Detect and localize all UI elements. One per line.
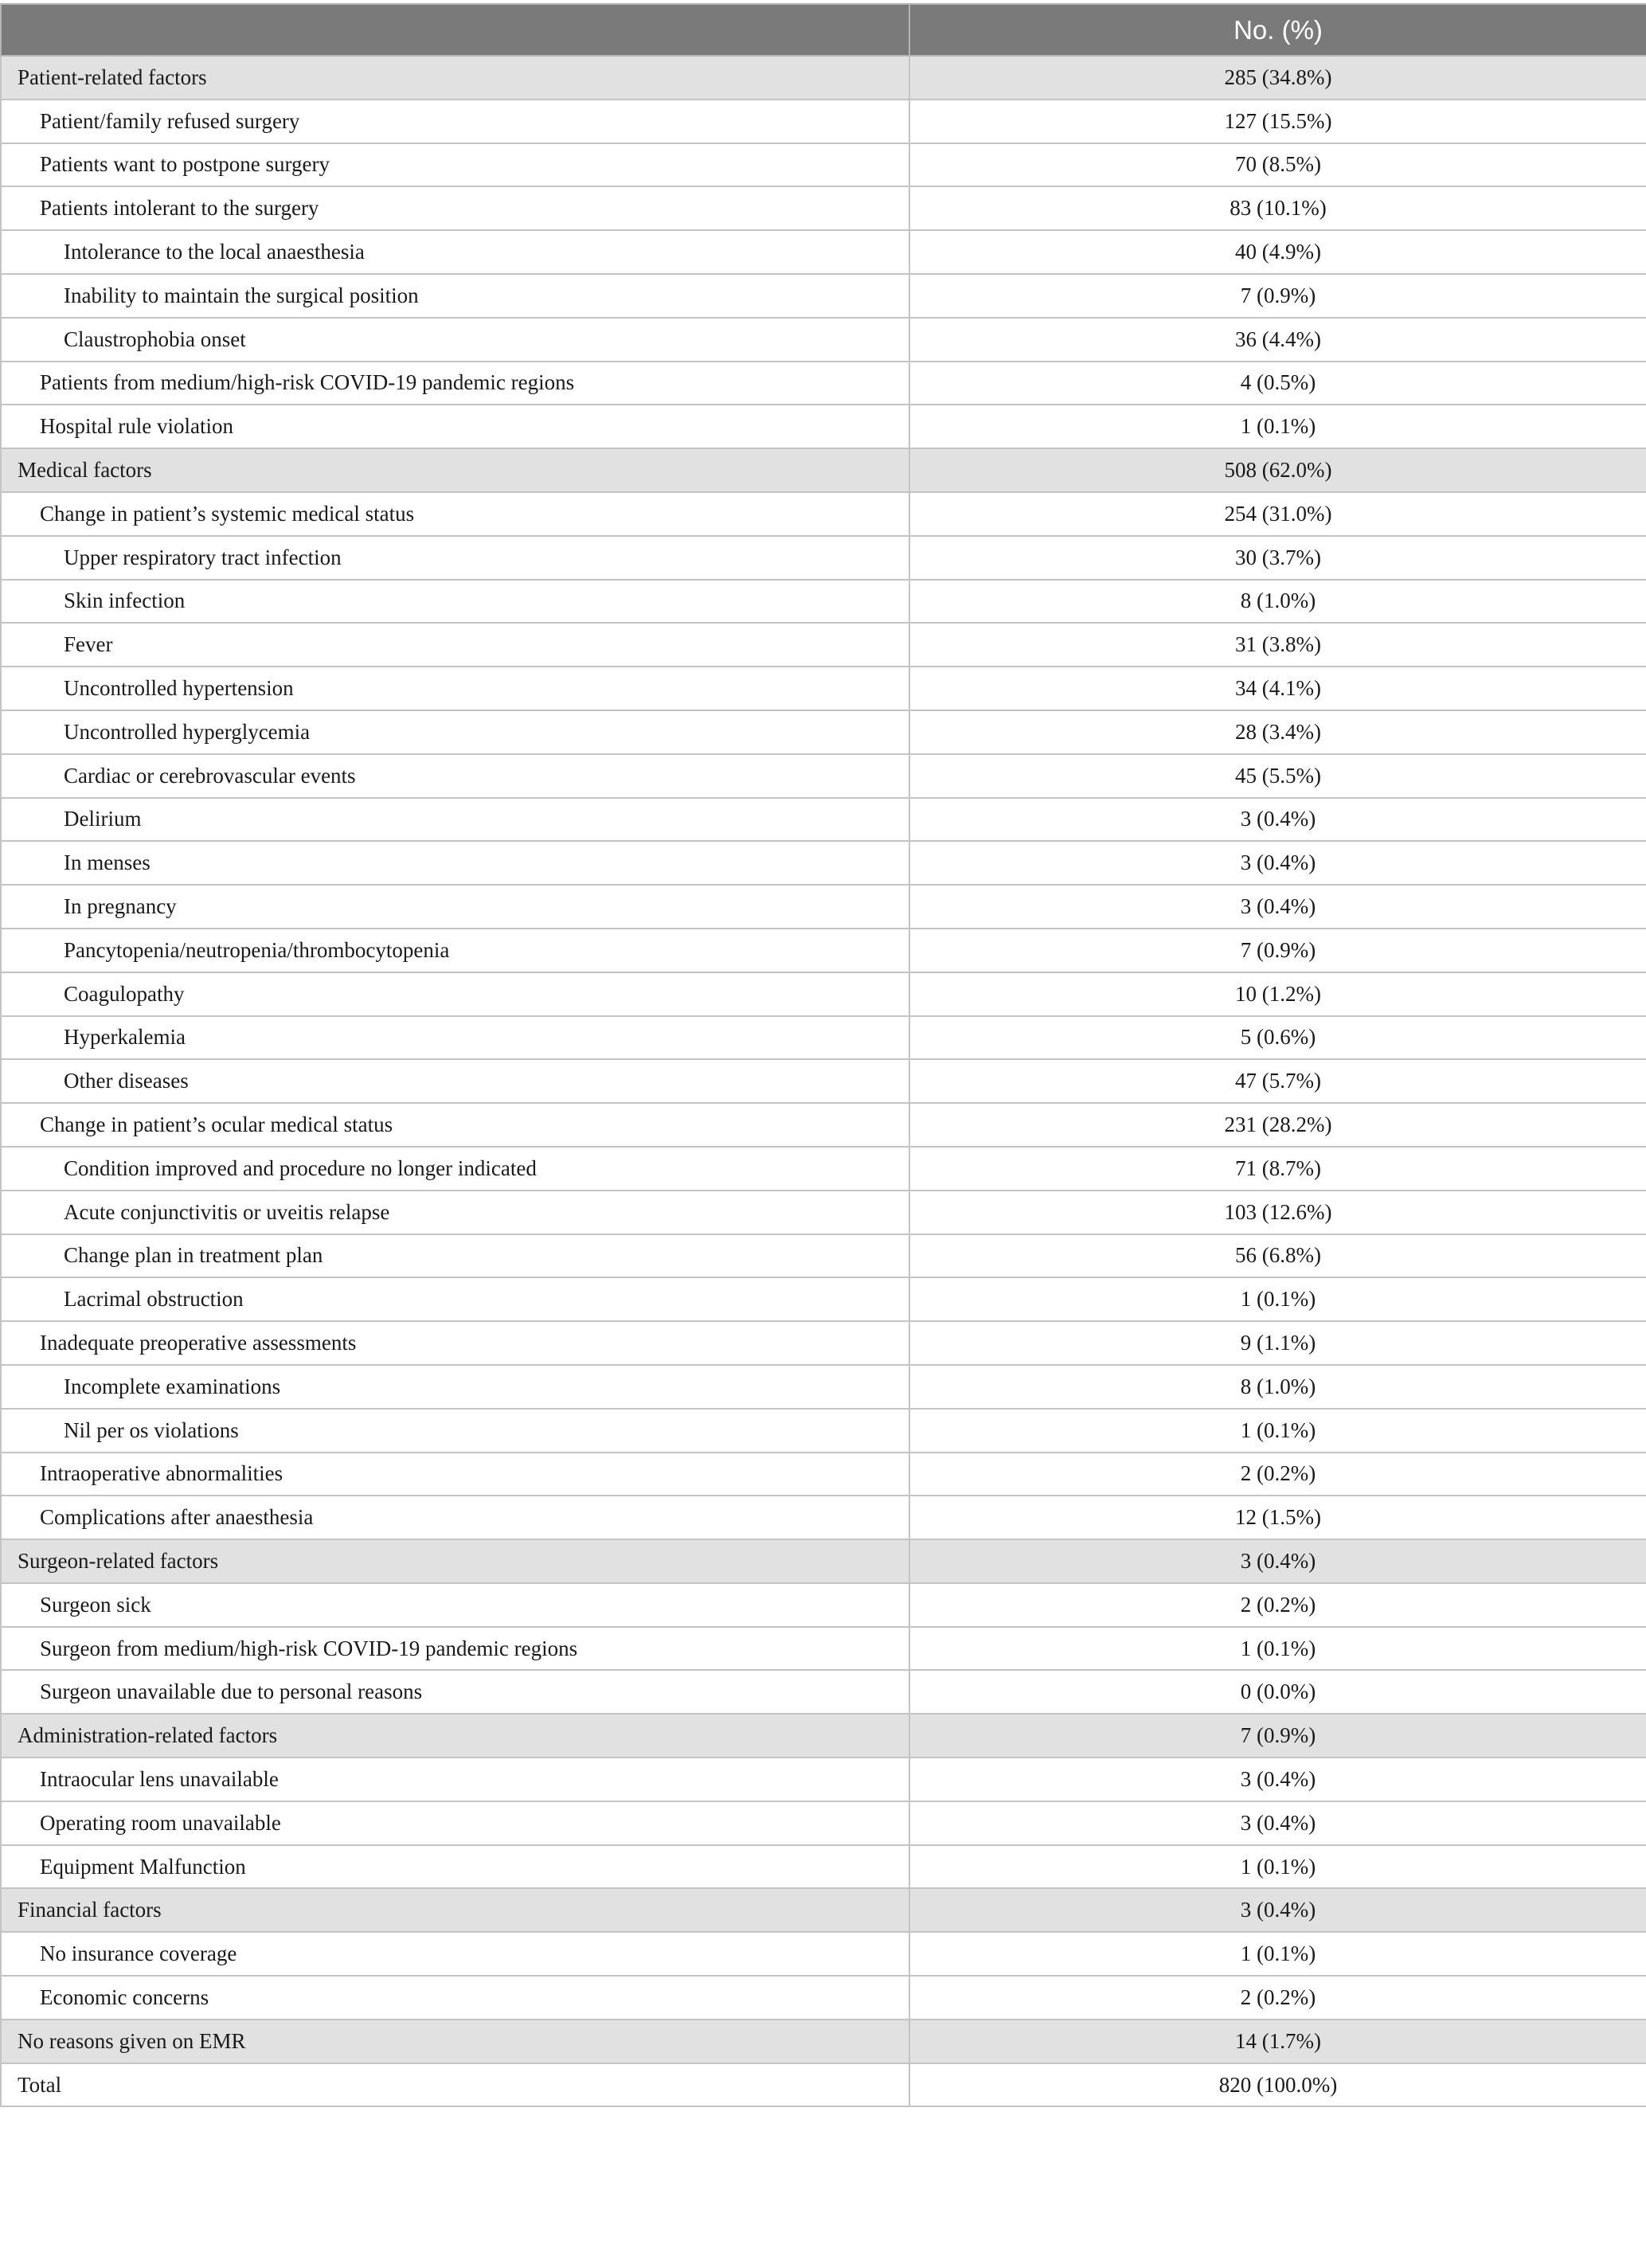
row-value: 3 (0.4%) (909, 1539, 1646, 1583)
table-row (1, 841, 1646, 885)
category-row (1, 2020, 1646, 2063)
table-row (1, 1453, 1646, 1496)
row-value: 28 (3.4%) (909, 710, 1646, 754)
row-label: No insurance coverage (1, 1932, 909, 1976)
table-row (1, 1801, 1646, 1845)
table-row (1, 1627, 1646, 1671)
table-row (1, 1409, 1646, 1453)
row-label: Surgeon from medium/high-risk COVID-19 pandemic regions (1, 1627, 909, 1671)
row-label: Inadequate preoperative assessments (1, 1321, 909, 1365)
row-value: 70 (8.5%) (909, 143, 1646, 187)
row-label: Equipment Malfunction (1, 1845, 909, 1889)
table-row (1, 536, 1646, 580)
row-label: Intraoperative abnormalities (1, 1453, 909, 1496)
row-label: Other diseases (1, 1059, 909, 1103)
row-label: Medical factors (1, 448, 909, 492)
table-row (1, 1496, 1646, 1539)
table-row (1, 143, 1646, 187)
row-label: Lacrimal obstruction (1, 1277, 909, 1321)
table-row (1, 1234, 1646, 1278)
row-label: In pregnancy (1, 885, 909, 929)
row-value: 820 (100.0%) (909, 2063, 1646, 2107)
row-label: Complications after anaesthesia (1, 1496, 909, 1539)
row-label: Total (1, 2063, 909, 2107)
header-value-cell: No. (%) (909, 4, 1646, 56)
row-value: 8 (1.0%) (909, 580, 1646, 624)
row-label: Fever (1, 623, 909, 667)
table-row (1, 1321, 1646, 1365)
row-label: Surgeon-related factors (1, 1539, 909, 1583)
table-row (1, 186, 1646, 230)
table-row (1, 929, 1646, 972)
row-value: 7 (0.9%) (909, 274, 1646, 318)
row-label: Uncontrolled hypertension (1, 667, 909, 710)
header-row (1, 4, 1646, 56)
row-label: Incomplete examinations (1, 1365, 909, 1409)
table-row (1, 972, 1646, 1016)
row-label: Economic concerns (1, 1976, 909, 2020)
row-value: 127 (15.5%) (909, 100, 1646, 143)
row-value: 3 (0.4%) (909, 798, 1646, 842)
table-row (1, 230, 1646, 274)
table-body (1, 56, 1646, 2106)
table-row (1, 2063, 1646, 2107)
table-row (1, 623, 1646, 667)
row-value: 36 (4.4%) (909, 318, 1646, 362)
row-label: Surgeon unavailable due to personal reasons (1, 1670, 909, 1714)
row-label: Claustrophobia onset (1, 318, 909, 362)
row-value: 254 (31.0%) (909, 492, 1646, 536)
table-row (1, 1845, 1646, 1889)
table-row (1, 274, 1646, 318)
row-label: Acute conjunctivitis or uveitis relapse (1, 1191, 909, 1234)
row-label: Intraocular lens unavailable (1, 1758, 909, 1801)
row-label: Administration-related factors (1, 1714, 909, 1758)
table-row (1, 1059, 1646, 1103)
row-value: 71 (8.7%) (909, 1147, 1646, 1191)
row-label: Patients want to postpone surgery (1, 143, 909, 187)
category-row (1, 1888, 1646, 1932)
category-row (1, 448, 1646, 492)
table-row (1, 362, 1646, 405)
category-row (1, 1714, 1646, 1758)
table-row (1, 1365, 1646, 1409)
table-row (1, 1191, 1646, 1234)
row-label: Uncontrolled hyperglycemia (1, 710, 909, 754)
row-value: 1 (0.1%) (909, 405, 1646, 448)
row-value: 3 (0.4%) (909, 841, 1646, 885)
row-label: Operating room unavailable (1, 1801, 909, 1845)
table-row (1, 754, 1646, 798)
category-row (1, 56, 1646, 100)
row-value: 231 (28.2%) (909, 1103, 1646, 1147)
row-value: 8 (1.0%) (909, 1365, 1646, 1409)
row-label: Patient-related factors (1, 56, 909, 100)
table-row (1, 1932, 1646, 1976)
table-row (1, 405, 1646, 448)
row-label: In menses (1, 841, 909, 885)
table-row (1, 1277, 1646, 1321)
row-value: 83 (10.1%) (909, 186, 1646, 230)
row-label: Patients intolerant to the surgery (1, 186, 909, 230)
row-label: Patients from medium/high-risk COVID-19 pandemic regions (1, 362, 909, 405)
row-label: Cardiac or cerebrovascular events (1, 754, 909, 798)
row-label: Patient/family refused surgery (1, 100, 909, 143)
row-label: Nil per os violations (1, 1409, 909, 1453)
row-label: Hyperkalemia (1, 1016, 909, 1060)
row-value: 3 (0.4%) (909, 1888, 1646, 1932)
row-label: Skin infection (1, 580, 909, 624)
row-value: 1 (0.1%) (909, 1409, 1646, 1453)
table-row (1, 1758, 1646, 1801)
row-value: 7 (0.9%) (909, 929, 1646, 972)
row-value: 30 (3.7%) (909, 536, 1646, 580)
table-row (1, 1147, 1646, 1191)
row-value: 5 (0.6%) (909, 1016, 1646, 1060)
row-value: 3 (0.4%) (909, 1801, 1646, 1845)
row-label: Change in patient’s systemic medical status (1, 492, 909, 536)
row-label: Intolerance to the local anaesthesia (1, 230, 909, 274)
category-row (1, 1539, 1646, 1583)
table-row (1, 1976, 1646, 2020)
row-value: 2 (0.2%) (909, 1583, 1646, 1627)
row-value: 1 (0.1%) (909, 1277, 1646, 1321)
row-value: 1 (0.1%) (909, 1845, 1646, 1889)
row-value: 14 (1.7%) (909, 2020, 1646, 2063)
row-label: Surgeon sick (1, 1583, 909, 1627)
row-value: 40 (4.9%) (909, 230, 1646, 274)
row-label: Change plan in treatment plan (1, 1234, 909, 1278)
table-row (1, 100, 1646, 143)
reasons-table (0, 3, 1646, 2107)
row-value: 3 (0.4%) (909, 1758, 1646, 1801)
row-value: 1 (0.1%) (909, 1627, 1646, 1671)
row-value: 34 (4.1%) (909, 667, 1646, 710)
row-label: Change in patient’s ocular medical status (1, 1103, 909, 1147)
table-row (1, 1016, 1646, 1060)
row-value: 31 (3.8%) (909, 623, 1646, 667)
row-value: 508 (62.0%) (909, 448, 1646, 492)
row-label: Upper respiratory tract infection (1, 536, 909, 580)
row-value: 2 (0.2%) (909, 1976, 1646, 2020)
row-label: Pancytopenia/neutropenia/thrombocytopenia (1, 929, 909, 972)
row-label: Inability to maintain the surgical position (1, 274, 909, 318)
row-label: Condition improved and procedure no longer indicated (1, 1147, 909, 1191)
row-value: 45 (5.5%) (909, 754, 1646, 798)
table-row (1, 798, 1646, 842)
table-row (1, 580, 1646, 624)
row-value: 56 (6.8%) (909, 1234, 1646, 1278)
row-value: 285 (34.8%) (909, 56, 1646, 100)
table-row (1, 710, 1646, 754)
table-row (1, 1670, 1646, 1714)
table-row (1, 318, 1646, 362)
row-value: 1 (0.1%) (909, 1932, 1646, 1976)
header-label-cell (1, 4, 909, 56)
row-value: 9 (1.1%) (909, 1321, 1646, 1365)
row-value: 3 (0.4%) (909, 885, 1646, 929)
row-value: 2 (0.2%) (909, 1453, 1646, 1496)
table-row (1, 1103, 1646, 1147)
table-row (1, 1583, 1646, 1627)
row-value: 47 (5.7%) (909, 1059, 1646, 1103)
row-value: 10 (1.2%) (909, 972, 1646, 1016)
row-value: 7 (0.9%) (909, 1714, 1646, 1758)
table-row (1, 885, 1646, 929)
row-label: Delirium (1, 798, 909, 842)
row-label: Hospital rule violation (1, 405, 909, 448)
table-row (1, 667, 1646, 710)
row-label: Financial factors (1, 1888, 909, 1932)
row-label: No reasons given on EMR (1, 2020, 909, 2063)
row-value: 12 (1.5%) (909, 1496, 1646, 1539)
row-value: 4 (0.5%) (909, 362, 1646, 405)
row-value: 0 (0.0%) (909, 1670, 1646, 1714)
table-row (1, 492, 1646, 536)
row-value: 103 (12.6%) (909, 1191, 1646, 1234)
row-label: Coagulopathy (1, 972, 909, 1016)
